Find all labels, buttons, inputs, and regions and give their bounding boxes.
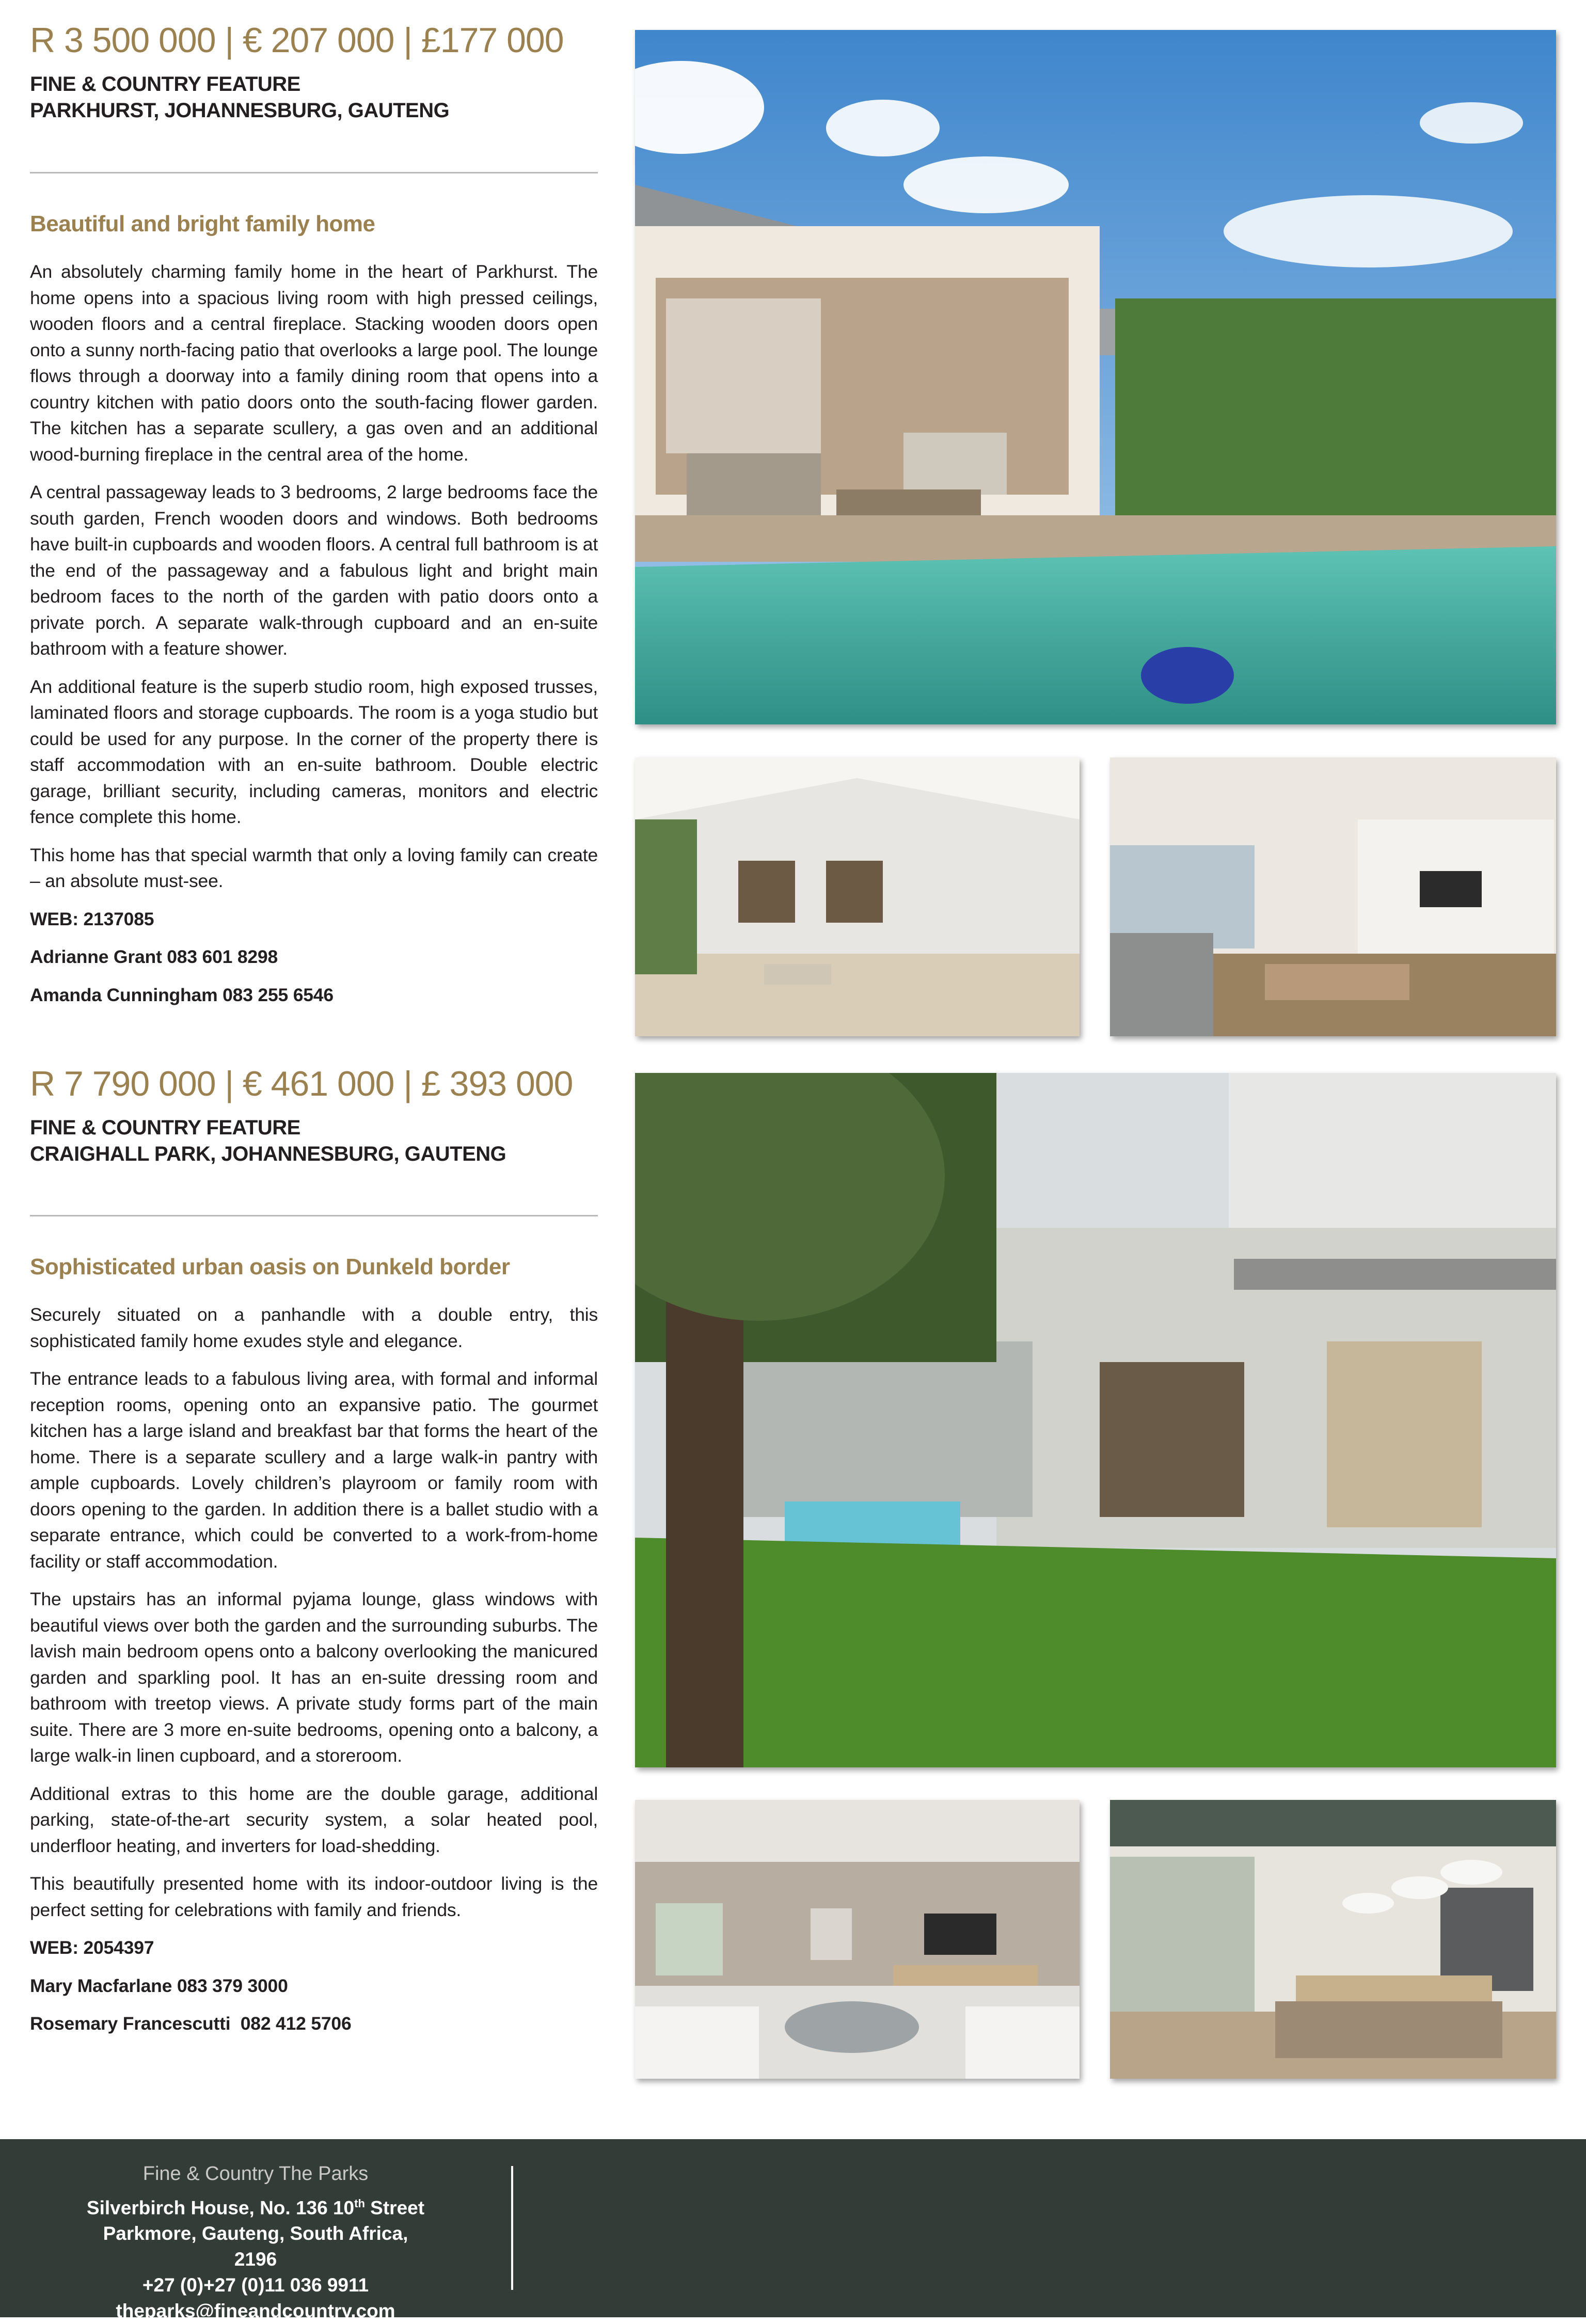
footer-email[interactable]: theparks@fineandcountry.com [116,2300,395,2322]
listing-2-photo-lounge [635,1800,1080,2079]
listing-1-photo-studio-room [635,757,1080,1036]
footer-address-street: Silverbirch House, No. 136 10 [86,2197,355,2219]
listing-1-heading: Beautiful and bright family home [30,211,375,236]
footer-brand: Fine & Country The Parks [142,2163,369,2185]
listing-2-location: CRAIGHALL PARK, JOHANNESBURG, GAUTENG [30,1143,506,1166]
listing-1-main-photo-pool-patio [635,30,1556,724]
listing-2-feature-label: FINE & COUNTRY FEATURE [30,1116,300,1139]
footer-divider [511,2166,513,2290]
living-room-image [1110,757,1556,1036]
listing-2-price: R 7 790 000 | € 461 000 | £ 393 000 [30,1064,573,1103]
listing-1-location: PARKHURST, JOHANNESBURG, GAUTENG [30,99,450,122]
listing-2-paragraph: Additional extras to this home are the double garage, additional parking, state-of-the-art security system, a solar heated pool, underfloor heating, and inverters for load-shedding. [30,1783,598,1856]
listing-2-paragraph: This beautifully presented home with its indoor-outdoor living is the perfect setting for celebrations with family and friends. [30,1873,598,1920]
listing-2-heading: Sophisticated urban oasis on Dunkeld border [30,1254,510,1279]
listing-1-photo-living-room [1110,757,1556,1036]
listing-1-paragraph: An additional feature is the superb studio room, high exposed trusses, laminated floors and storage cupboards. The room is a yoga studio but could be used for any purpose. In the corner of the property there is staff accommodation with an en-suite bathroom. Double electric garage, brilliant security, including cameras, monitors and electric fence complete this home. [30,676,598,827]
listing-1-paragraph: An absolutely charming family home in the heart of Parkhurst. The home opens into a spacious living room with high pressed ceilings, wooden floors and a central fireplace. Stacking wooden doors open onto a sunny north-facing patio that overlooks a large pool. The lounge flows through a doorway into a family dining room that opens into a country kitchen with patio doors onto the south-facing flower garden. The kitchen has a separate scullery, a gas oven and an additional wood-burning fireplace in the central area of the home. [30,261,598,465]
listing-2-paragraph: Securely situated on a panhandle with a double entry, this sophisticated family home exudes style and elegance. [30,1304,598,1351]
listing-1-header [30,23,598,124]
listing-2-header [30,1066,598,1167]
footer-address-ordinal: th [354,2197,365,2210]
listing-2-main-photo-garden-exterior [635,1073,1556,1767]
listing-1-divider [30,172,598,173]
listing-1-paragraph: A central passageway leads to 3 bedrooms, 2 large bedrooms face the south garden, French wooden doors and windows. Both bedrooms have built-in cupboards and wooden floors. A central full bathroom is at the end of the passageway and a fabulous light and bright main bedroom faces to the north of the garden with patio doors onto a private porch. A separate walk-through cupboard and an en-suite bathroom with a feature shower. [30,482,598,659]
listing-2-body [30,1302,598,2049]
footer-address-line-1 [83,2191,429,2221]
footer-phone: +27 (0)+27 (0)11 036 9911 [142,2274,369,2296]
listing-1-feature-label: FINE & COUNTRY FEATURE [30,73,300,96]
listing-1-web-ref: WEB: 2137085 [30,908,154,929]
listing-2-paragraph: The upstairs has an informal pyjama lounge, glass windows with beautiful views over both the garden and the surrounding suburbs. The lavish main bedroom opens onto a balcony overlooking the manicured garden and sparkling pool. It has an en-suite dressing room and bathroom with treetop views. A private study forms part of the main suite. There are 3 more en-suite bedrooms, opening onto a balcony, a large walk-in linen cupboard, and a storeroom. [30,1589,598,1766]
footer-address-line-2: Parkmore, Gauteng, South Africa, 2196 [103,2223,408,2270]
listing-2-divider [30,1215,598,1216]
listing-2-agent: Mary Macfarlane 083 379 3000 [30,1975,288,1996]
listing-2-paragraph: The entrance leads to a fabulous living area, with formal and informal reception rooms, opening onto an expansive patio. The gourmet kitchen has a large island and breakfast bar that forms the heart of the home. There is a separate scullery and a large walk-in pantry with ample cupboards. Lovely children’s playroom or family room with doors opening to the garden. In addition there is a ballet studio with a separate entrance, which could be converted to a work-from-home facility or staff accommodation. [30,1368,598,1572]
dining-room-image [1110,1800,1556,2079]
listing-2-photo-dining-room [1110,1800,1556,2079]
listing-2-web-ref: WEB: 2054397 [30,1937,154,1958]
studio-room-image [635,757,1080,1036]
garden-exterior-image [635,1073,1556,1767]
footer-address-block [83,2191,429,2324]
listing-1-price: R 3 500 000 | € 207 000 | £177 000 [30,21,564,60]
office-footer [0,2139,1586,2322]
listing-2-agent: Rosemary Francescutti 082 412 5706 [30,2013,352,2034]
listing-1-paragraph: This home has that special warmth that only a loving family can create – an absolute must-see. [30,844,598,891]
lounge-image [635,1800,1080,2079]
listing-1-body [30,259,598,1020]
footer-address-street-suffix: Street [364,2197,425,2219]
pool-patio-image [635,30,1556,724]
listing-1-agent: Adrianne Grant 083 601 8298 [30,946,278,967]
listing-1-agent: Amanda Cunningham 083 255 6546 [30,984,334,1005]
